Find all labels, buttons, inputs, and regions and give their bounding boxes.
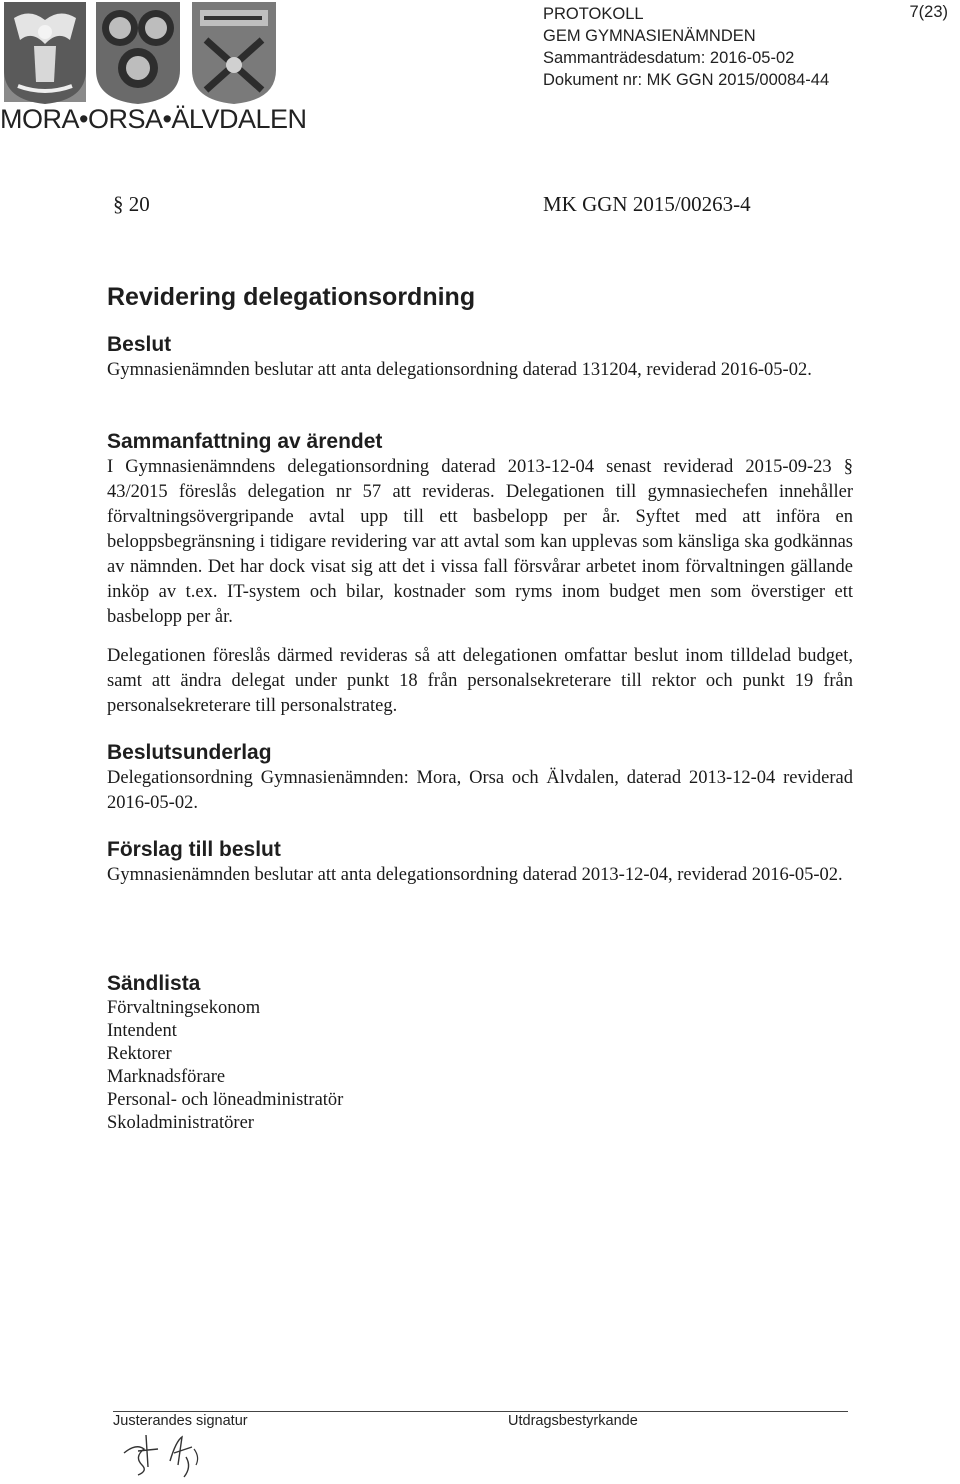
section-proposal: [107, 837, 853, 888]
page-title: Revidering delegationsordning: [107, 283, 476, 311]
list-item: Förvaltningsekonom: [107, 998, 261, 1018]
committee-name: GEM GYMNASIENÄMNDEN: [543, 27, 756, 45]
list-item: Marknadsförare: [107, 1067, 226, 1087]
list-item: Intendent: [107, 1021, 177, 1041]
signature-label: Justerandes signatur: [113, 1413, 248, 1429]
document-number: Dokument nr: MK GGN 2015/00084-44: [543, 71, 830, 89]
section-distribution-list: [107, 971, 853, 1135]
page-number: 7(23): [909, 3, 948, 21]
section-paragraph: I Gymnasienämndens delegationsordning daterad 2013-12-04 senast reviderad 2015-09-23 § 43/2015 föreslås delegation nr 57 att revideras. Delegationen till gymnasiechefen innehåller förvaltningsövergripande avtal upp till ett basbelopp per år. Syftet med att införa en beloppsbegränsning i tidigare revidering var att avtal som kan upplevas som känsliga ska godkännas av nämnden. Det har dock visat sig att det i vissa fall försvårar arbetet inom förvaltningen gällande inköp av t.ex. IT-system och bilar, kostnader som ryms inom budget men som överstiger ett basbelopp per år.: [107, 457, 853, 627]
alvdalen-crest-icon: [192, 2, 276, 104]
list-item: Skoladministratörer: [107, 1113, 254, 1133]
section-decision: [107, 332, 853, 383]
document-type: PROTOKOLL: [543, 5, 644, 23]
section-text: Gymnasienämnden beslutar att anta delegationsordning daterad 2013-12-04, reviderad 2016-05-02.: [107, 865, 843, 885]
case-number: MK GGN 2015/00263-4: [543, 192, 751, 216]
mora-crest-icon: [4, 2, 86, 104]
handwritten-signature: [118, 1427, 228, 1482]
section-heading: Sändlista: [107, 972, 201, 995]
list-item: Rektorer: [107, 1044, 172, 1064]
meeting-date: Sammanträdesdatum: 2016-05-02: [543, 49, 795, 67]
document-meta: [543, 3, 829, 91]
section-text: Gymnasienämnden beslutar att anta delegationsordning daterad 131204, reviderad 2016-05-02.: [107, 360, 812, 380]
distribution-list: [107, 997, 853, 1135]
certification-label: Utdragsbestyrkande: [508, 1413, 638, 1429]
section-heading: Sammanfattning av ärendet: [107, 430, 383, 453]
section-heading: Förslag till beslut: [107, 838, 281, 861]
section-text: Delegationsordning Gymnasienämnden: Mora, Orsa och Älvdalen, daterad 2013-12-04 reviderad 2016-05-02.: [107, 768, 853, 813]
section-heading: Beslut: [107, 333, 172, 356]
footer-divider: [113, 1411, 848, 1412]
section-paragraph: Delegationen föreslås därmed revideras så att delegationen omfattar beslut inom tilldelad budget, samt att ändra delegat under punkt 18 från personalsekreterare till rektor och punkt 19 från personalsekreterare till personalstrateg.: [107, 646, 853, 716]
municipal-crests: [0, 0, 280, 105]
municipality-logo-text: MORA•ORSA•ÄLVDALEN: [0, 104, 307, 134]
list-item: Personal- och löneadministratör: [107, 1090, 344, 1110]
section-heading: Beslutsunderlag: [107, 741, 272, 764]
paragraph-number: § 20: [113, 192, 150, 216]
section-summary: [107, 429, 853, 719]
section-basis: [107, 740, 853, 816]
orsa-crest-icon: [96, 2, 180, 104]
